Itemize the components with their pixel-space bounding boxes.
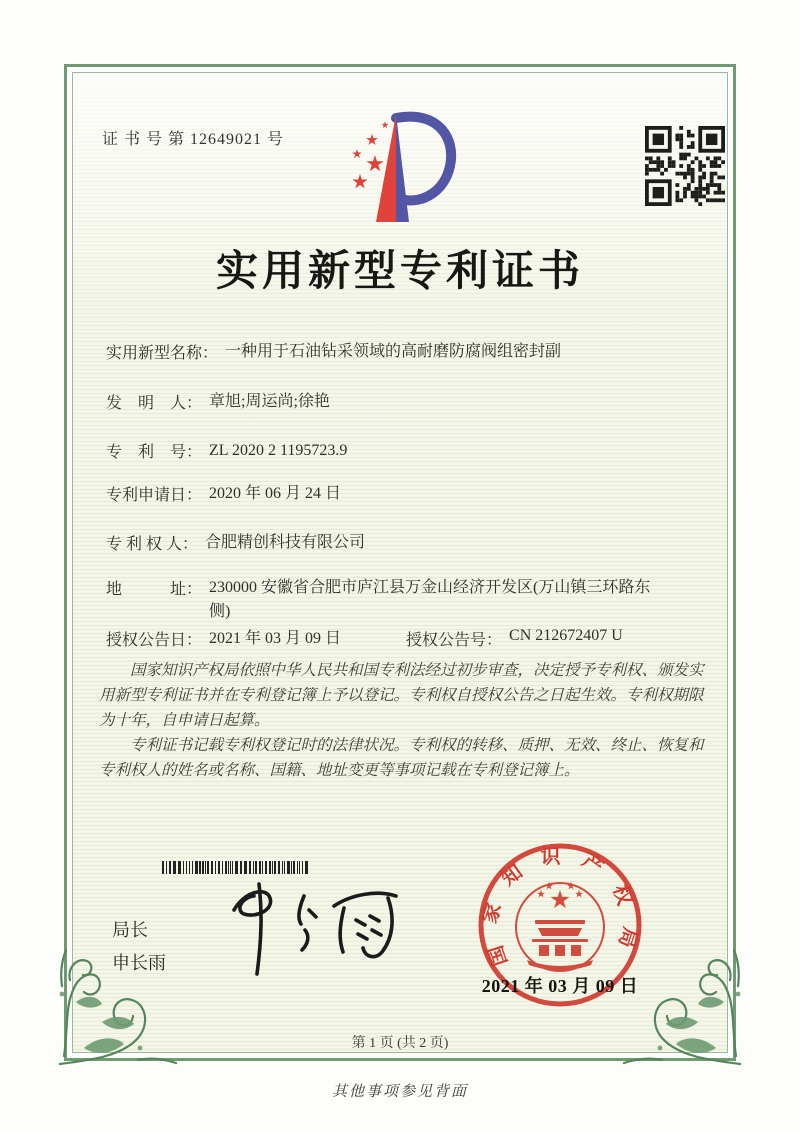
field-label: 专利申请日： [106,487,203,504]
field-label: 授权公告日： [106,632,203,649]
field-value: 章旭;周运尚;徐艳 [209,393,330,410]
field-value: CN 212672407 U [509,627,623,644]
field-label: 实用新型名称： [106,345,219,362]
field-value: 2020 年 06 月 24 日 [209,485,342,502]
signatory-name: 申长雨 [112,953,166,973]
back-side-note: 其他事项参见背面 [331,1084,468,1100]
certificate-number: 证 书 号 第 12649021 号 [102,131,285,148]
field-utility-model-name [106,340,561,364]
field-label: 授权公告号： [406,632,503,649]
field-inventors [106,390,330,414]
field-address [106,576,661,624]
field-value: ZL 2020 2 1195723.9 [209,442,348,459]
field-filing-date [106,482,341,506]
page-indicator: 第 1 页 (共 2 页) [351,1036,449,1051]
director-signature-image [212,872,422,984]
field-label: 地 址： [106,581,203,598]
legal-paragraph-1: 国家知识产权局依照中华人民共和国专利法经过初步审查，决定授予专利权、颁发实用新型专利证书并在专利登记簿上予以登记。专利权自授权公告之日起生效。专利权期限为十年，自申请日起算。 [99,662,704,729]
field-label: 专 利 权 人： [106,536,199,553]
certificate-title: 实用新型专利证书 [215,249,584,295]
field-label: 发 明 人： [106,395,203,412]
legal-paragraph-2: 专利证书记载专利权登记时的法律状况。专利权的转移、质押、无效、终止、恢复和专利权人的姓名或名称、国籍、地址变更等事项记载在专利登记簿上。 [99,737,704,779]
cnipa-patent-logo-icon [338,110,460,228]
seal-arc-text: 国家知识产权局 [478,846,642,969]
field-grant-date [106,627,341,651]
field-value: 合肥精创科技有限公司 [205,534,366,551]
legal-text [99,658,705,783]
qr-code-icon [645,126,725,206]
cnipa-official-seal-icon [465,830,655,1020]
field-value: 一种用于石油钻采领域的高耐磨防腐阀组密封副 [225,343,562,360]
field-patent-number [106,439,347,463]
field-value: 2021 年 03 月 09 日 [209,630,342,647]
field-grant-number [406,627,623,650]
seal-date: 2021 年 03 月 09 日 [481,976,639,996]
field-label: 专 利 号： [106,444,203,461]
signatory-title: 局长 [112,920,148,940]
field-value: 230000 安徽省合肥市庐江县万金山经济开发区(万山镇三环路东侧) [209,579,651,620]
field-patentee [106,531,365,555]
